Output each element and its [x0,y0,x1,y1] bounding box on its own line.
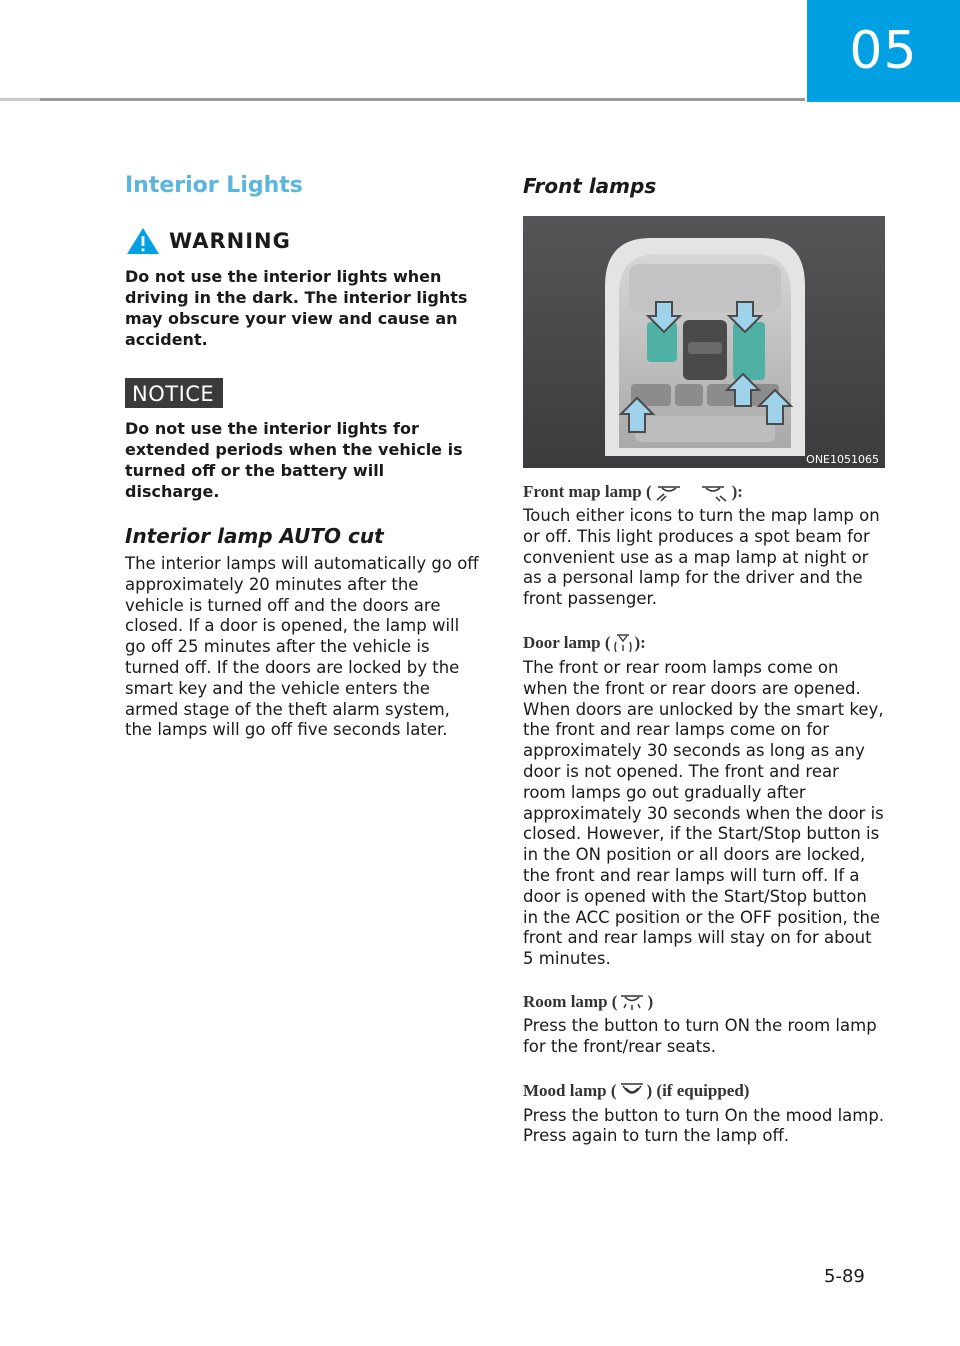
chapter-number: 05 [849,21,918,81]
map-lamp-icons [652,482,732,502]
map-lamp-right-icon [702,487,726,501]
map-lamp-left-icon [657,487,680,501]
page-number: 5-89 [824,1266,865,1287]
front-lamps-title: Front lamps [523,174,657,198]
auto-cut-text: The interior lamps will automatically go off approximately 20 minutes after the vehicle is turned off and the doors are closed. If a door is opened, the lamp will go off 25 minutes after the vehicle is turned off. If the doors are locked by the smart key and the vehicle enters the armed stage of the theft alarm system, the lamps will go off five seconds later. [125,554,479,740]
mood-lamp-label: Mood lamp ( [523,1080,617,1100]
chapter-tab [807,0,960,102]
front-lamps-photo [523,216,885,468]
room-lamp-icon [617,992,647,1012]
door-lamp-label: Door lamp ( [523,632,611,652]
map-lamp-heading [523,482,885,502]
mood-lamp-icon [617,1080,647,1102]
room-lamp-label-suffix: ) [647,991,654,1011]
image-code: ONE1051065 [806,453,879,466]
right-column [523,168,885,1147]
left-column [125,168,480,741]
room-lamp-heading [523,992,885,1012]
map-lamp-text: Touch either icons to turn the map lamp on or off. This light produces a spot beam for convenient use as a map lamp at night or as a personal lamp for the driver and the front passenger. [523,506,880,609]
warning-icon [125,226,161,256]
mood-lamp-text: Press the button to turn On the mood lamp. Press again to turn the lamp off. [523,1105,885,1146]
map-lamp-label: Front map lamp ( [523,482,652,501]
room-lamp-text: Press the button to turn ON the room lamp for the front/rear seats. [523,1015,877,1056]
door-lamp-label-suffix: ): [634,632,646,652]
room-lamp-label: Room lamp ( [523,991,618,1011]
notice-badge: NOTICE [125,378,223,408]
door-lamp-text: The front or rear room lamps come on when the front or rear doors are opened. When doors are unlocked by the smart key, the front and rear lamps come on for approximately 30 seconds as long as any door is not opened. The front and rear room lamps go out gradually after approximately 30 seconds when the door is closed. However, if the Start/Stop button is in the ON position or all doors are locked, the front and rear lamps will turn off. If a door is opened with the Start/Stop button in the ACC position or the OFF position, the front and rear lamps will stay on for about 5 minutes. [523,657,884,969]
warning-heading [125,226,480,256]
notice-text: Do not use the interior lights for extended periods when the vehicle is turned off or the battery will discharge. [125,419,463,501]
warning-label: WARNING [169,229,291,253]
door-lamp-heading [523,632,885,654]
overhead-console-illustration [523,216,885,468]
mood-lamp-label-suffix: ) (if equipped) [646,1080,750,1100]
map-lamp-label-suffix: ): [731,482,743,501]
section-title: Interior Lights [125,173,303,198]
door-lamp-icon [611,632,635,654]
auto-cut-title: Interior lamp AUTO cut [125,524,384,548]
mood-lamp-heading [523,1080,885,1102]
warning-text: Do not use the interior lights when driving in the dark. The interior lights may obscure your view and cause an accident. [125,267,468,349]
header-rule [0,98,805,101]
